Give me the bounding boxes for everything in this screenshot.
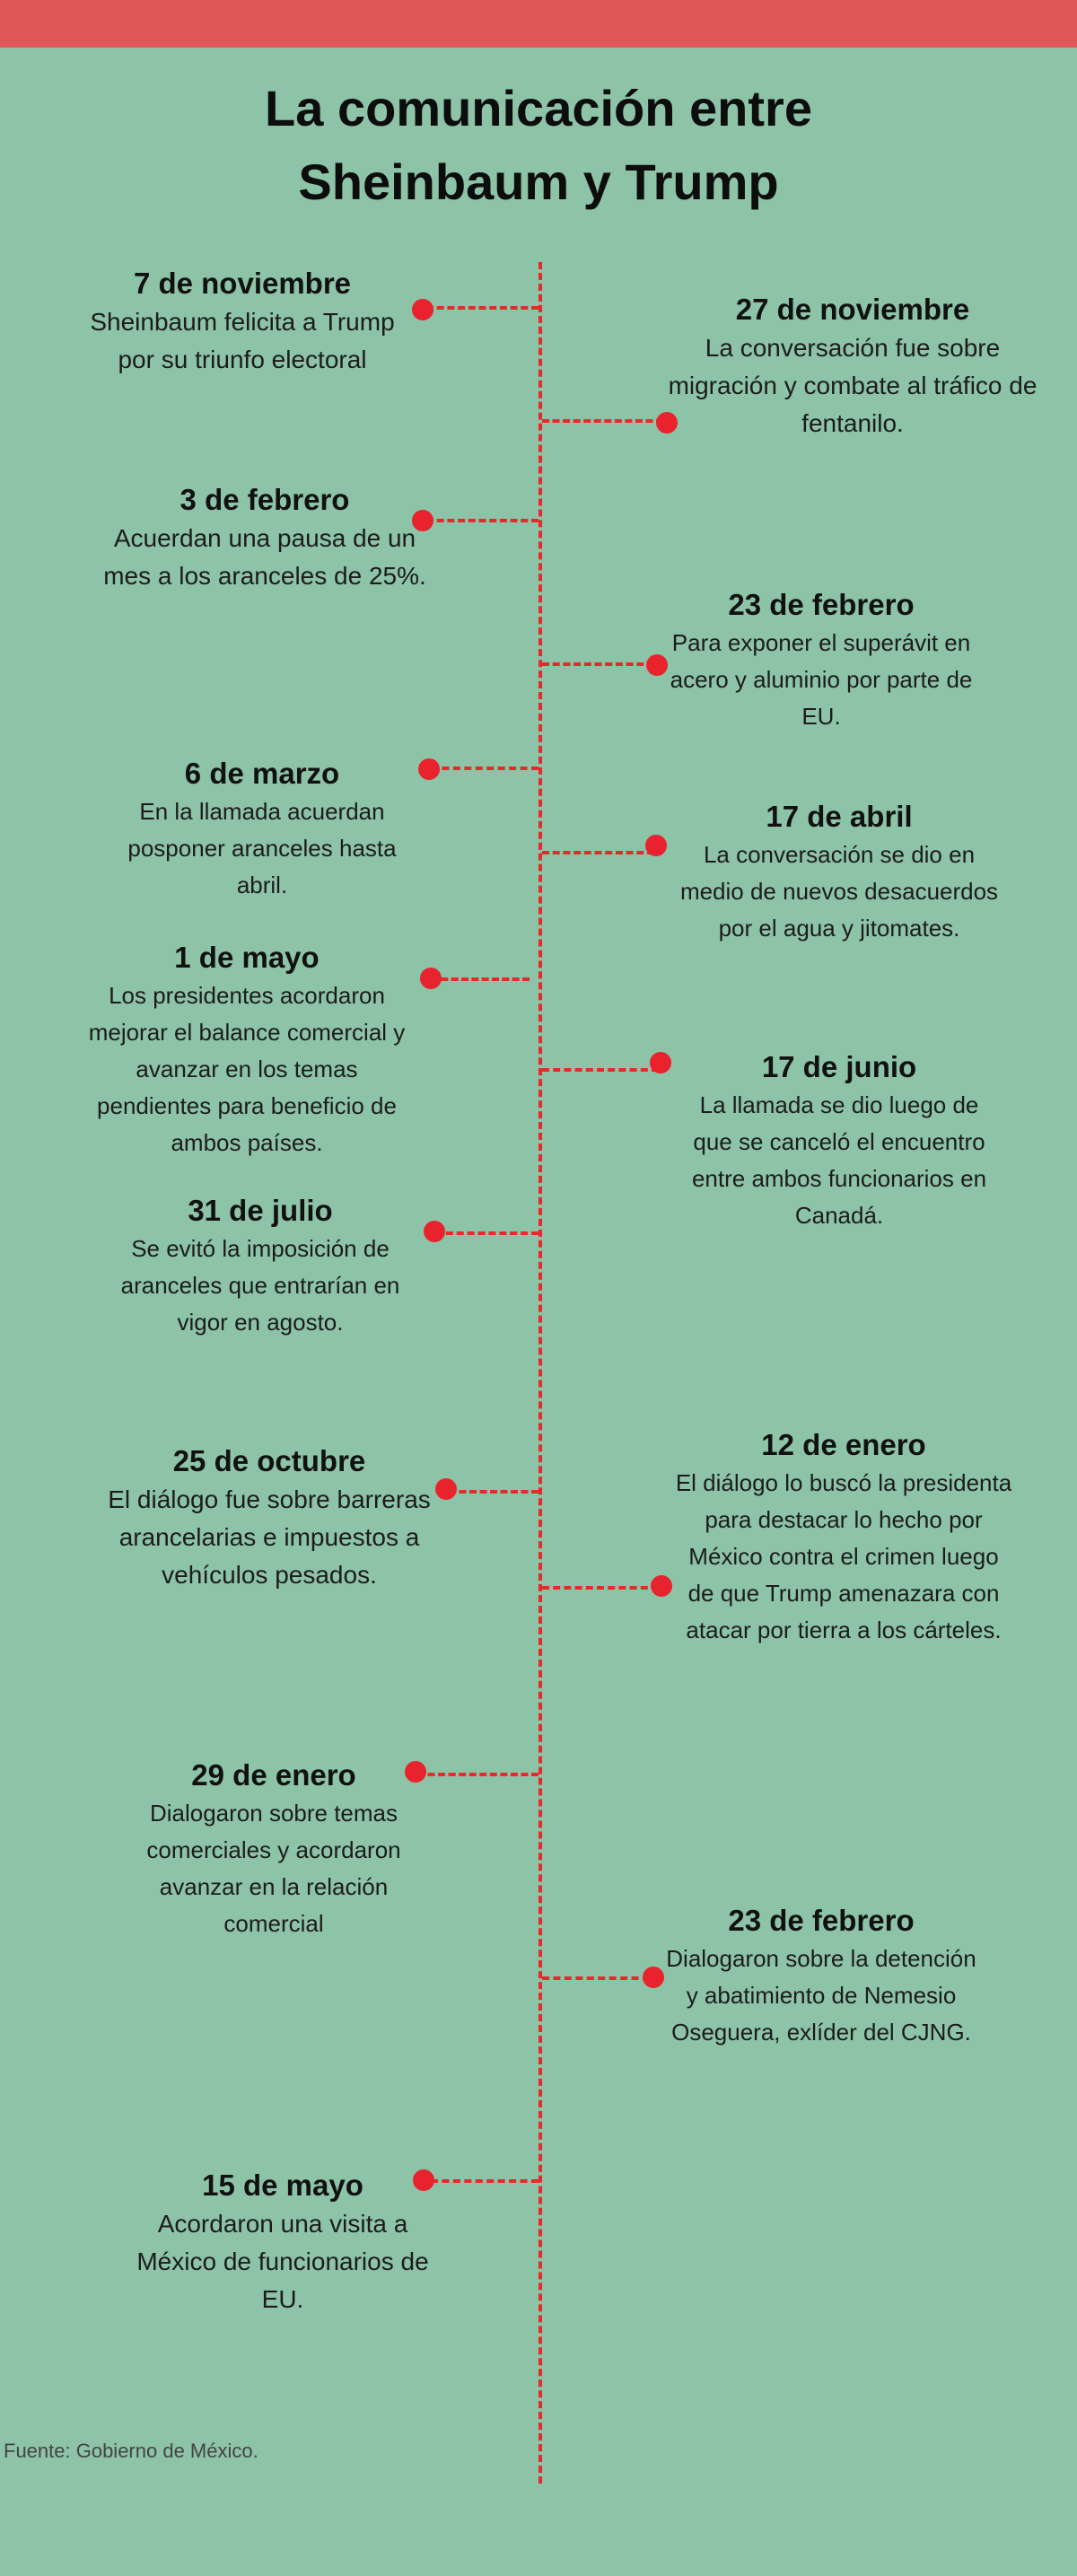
- timeline-event: [103, 1441, 435, 1594]
- title-line-2: Sheinbaum y Trump: [298, 153, 779, 210]
- connector-line: [431, 977, 530, 981]
- event-date: 17 de junio: [761, 1050, 917, 1083]
- top-color-bar: [0, 0, 1077, 48]
- connector-line: [435, 1231, 538, 1235]
- event-date: 27 de noviembre: [735, 293, 970, 326]
- timeline-dot: [650, 1052, 671, 1073]
- connector-line: [542, 1068, 659, 1072]
- connector-line: [542, 419, 663, 423]
- timeline-event: [99, 480, 431, 595]
- event-date: 23 de febrero: [728, 588, 915, 621]
- event-description: Dialogaron sobre la detención y abatimiento de Nemesio Oseguera, exlíder del CJNG.: [666, 1945, 976, 2046]
- event-description: Se evitó la imposición de aranceles que entrarían en vigor en agosto.: [120, 1235, 400, 1336]
- connector-line: [542, 1976, 650, 1980]
- event-date: 31 de julio: [188, 1194, 333, 1227]
- event-date: 1 de mayo: [174, 941, 320, 974]
- timeline-event: [85, 938, 408, 1161]
- timeline-dot: [418, 758, 440, 780]
- timeline-dot: [651, 1575, 672, 1597]
- connector-line: [542, 1586, 659, 1590]
- event-description: En la llamada acuerdan posponer aranceles hasta abril.: [127, 798, 397, 898]
- timeline-event: [660, 585, 983, 735]
- timeline-event: [117, 2166, 449, 2318]
- infographic-title: [0, 72, 1077, 219]
- event-description: Dialogaron sobre temas comerciales y acordaron avanzar en la relación comercial: [146, 1800, 401, 1937]
- event-date: 29 de enero: [191, 1758, 356, 1792]
- event-description: El diálogo fue sobre barreras arancelarias e impuestos a vehículos pesados.: [108, 1485, 431, 1589]
- event-date: 15 de mayo: [202, 2169, 363, 2202]
- connector-line: [542, 851, 654, 854]
- event-description: Acuerdan una pausa de un mes a los aranceles de 25%.: [103, 524, 426, 590]
- timeline-event: [678, 797, 1001, 947]
- event-description: La conversación fue sobre migración y combate al tráfico de fentanilo.: [668, 334, 1038, 437]
- event-description: La conversación se dio en medio de nuevos desacuerdos por el agua y jitomates.: [679, 841, 999, 942]
- event-description: Sheinbaum felicita a Trump por su triunfo electoral: [90, 308, 395, 373]
- event-description: La llamada se dio luego de que se canceló el encuentro entre ambos funcionarios en Canadá.: [691, 1091, 987, 1229]
- timeline-dot: [645, 835, 667, 856]
- timeline-event: [678, 1047, 1001, 1234]
- event-description: Para exponer el superávit en acero y aluminio por parte de EU.: [670, 629, 973, 730]
- event-date: 7 de noviembre: [133, 267, 352, 300]
- timeline-event: [112, 1756, 435, 1942]
- timeline-dot: [424, 1221, 445, 1242]
- event-date: 12 de enero: [761, 1428, 926, 1461]
- event-date: 17 de abril: [766, 800, 913, 833]
- connector-line: [426, 306, 538, 310]
- connector-line: [449, 1490, 538, 1494]
- event-date: 3 de febrero: [180, 483, 350, 516]
- event-description: Acordaron una visita a México de funcionarios de EU.: [136, 2210, 429, 2313]
- timeline-axis: [538, 262, 542, 2484]
- timeline-event: [72, 264, 413, 379]
- event-date: 23 de febrero: [728, 1904, 915, 1937]
- event-date: 6 de marzo: [184, 757, 340, 790]
- timeline-dot: [412, 299, 433, 320]
- timeline-event: [94, 1191, 426, 1341]
- connector-line: [417, 1773, 538, 1776]
- timeline-event: [660, 1901, 983, 2051]
- title-line-1: La comunicación entre: [265, 80, 812, 136]
- event-description: El diálogo lo buscó la presidenta para destacar lo hecho por México contra el crimen luego de que Trump amenazara con atacar por tierra a los cárteles.: [675, 1469, 1012, 1643]
- connector-line: [542, 662, 654, 666]
- source-note: Fuente: Gobierno de México.: [4, 2440, 258, 2462]
- event-description: Los presidentes acordaron mejorar el balance comercial y avanzar en los temas pendientes para beneficio de ambos países.: [88, 982, 406, 1156]
- timeline-event: [673, 1425, 1014, 1649]
- connector-line: [426, 519, 538, 522]
- connector-line: [431, 767, 538, 770]
- timeline-dot: [435, 1478, 457, 1500]
- timeline-event: [664, 290, 1041, 442]
- timeline-dot: [420, 968, 442, 989]
- timeline-event: [109, 754, 415, 904]
- event-date: 25 de octubre: [172, 1444, 366, 1477]
